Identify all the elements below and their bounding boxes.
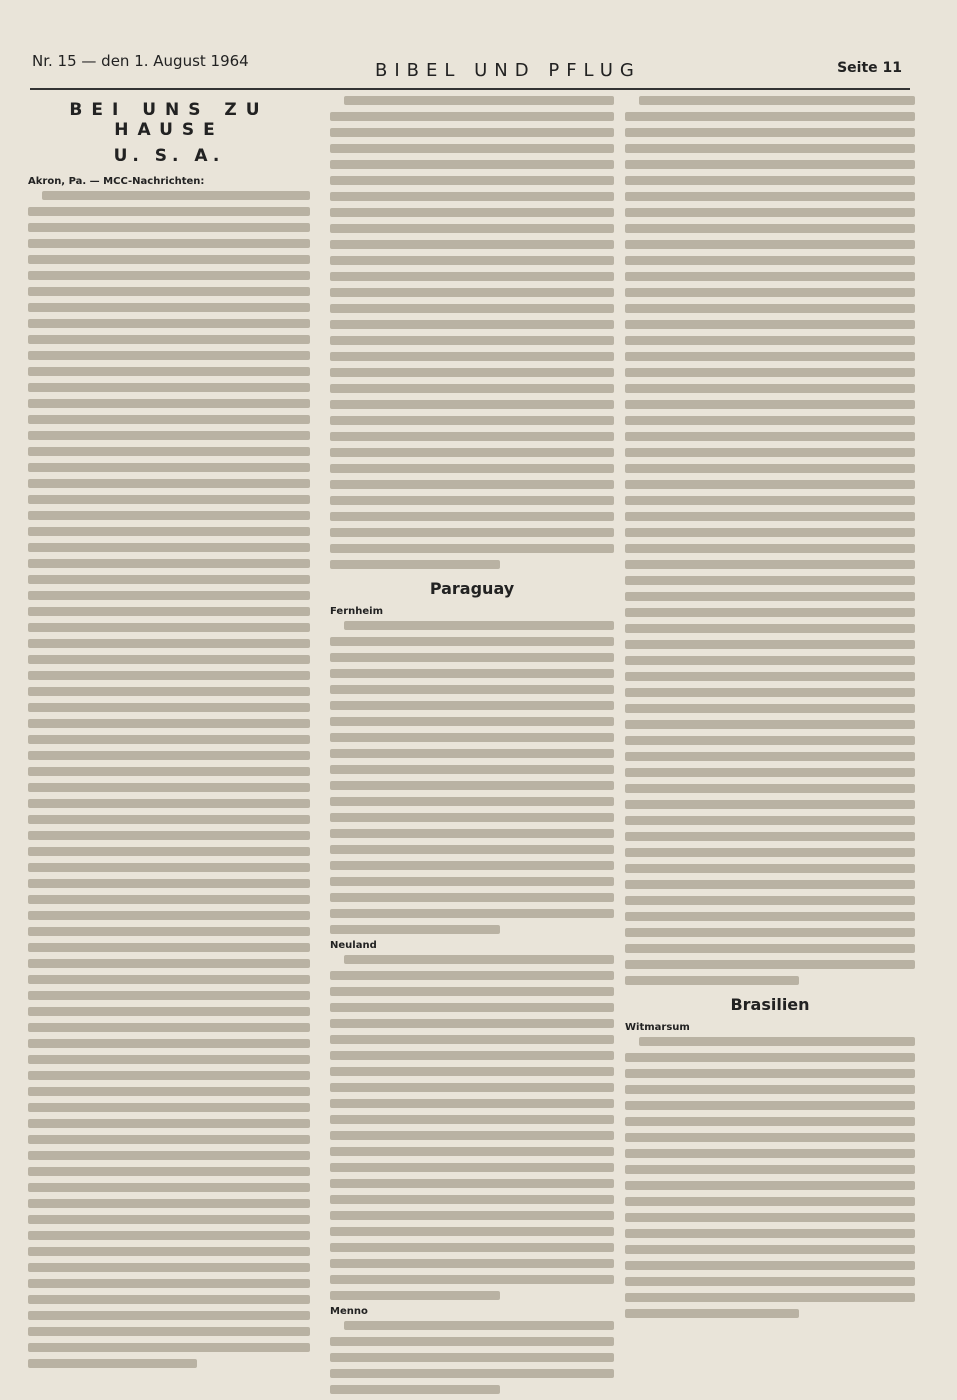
text-line-placeholder	[28, 991, 310, 1000]
text-line-placeholder	[28, 1119, 310, 1128]
text-line-placeholder	[28, 703, 310, 712]
text-line-placeholder	[625, 1181, 915, 1190]
text-line-placeholder	[625, 112, 915, 121]
text-line-placeholder	[625, 960, 915, 969]
text-line-placeholder	[330, 192, 614, 201]
text-line-placeholder	[28, 1055, 310, 1064]
text-line-placeholder	[28, 687, 310, 696]
text-line-placeholder	[330, 1099, 614, 1108]
text-line-placeholder	[330, 560, 500, 569]
text-line-placeholder	[28, 1151, 310, 1160]
column-1	[28, 96, 310, 1368]
text-line-placeholder	[625, 624, 915, 633]
text-line-placeholder	[625, 1293, 915, 1302]
text-line-placeholder	[330, 1227, 614, 1236]
column-2	[330, 96, 614, 1394]
text-line-placeholder	[330, 224, 614, 233]
text-line-placeholder	[344, 1321, 614, 1330]
text-line-placeholder	[330, 1163, 614, 1172]
text-line-placeholder	[625, 1245, 915, 1254]
text-line-placeholder	[28, 495, 310, 504]
text-line-placeholder	[28, 591, 310, 600]
text-line-placeholder	[639, 1037, 915, 1046]
text-line-placeholder	[28, 1343, 310, 1352]
text-line-placeholder	[28, 1071, 310, 1080]
text-line-placeholder	[330, 1035, 614, 1044]
text-line-placeholder	[330, 336, 614, 345]
text-line-placeholder	[625, 768, 915, 777]
text-line-placeholder	[625, 832, 915, 841]
text-line-placeholder	[28, 303, 310, 312]
text-line-placeholder	[625, 416, 915, 425]
text-line-placeholder	[28, 719, 310, 728]
text-line-placeholder	[625, 1309, 799, 1318]
text-line-placeholder	[330, 669, 614, 678]
text-line-placeholder	[28, 1247, 310, 1256]
text-line-placeholder	[28, 335, 310, 344]
text-line-placeholder	[625, 672, 915, 681]
text-line-placeholder	[330, 176, 614, 185]
text-line-placeholder	[330, 685, 614, 694]
dateline-menno: Menno	[330, 1306, 368, 1317]
text-line-placeholder	[28, 1103, 310, 1112]
text-line-placeholder	[330, 400, 614, 409]
text-line-placeholder	[330, 653, 614, 662]
article-body-continued	[330, 96, 614, 569]
text-line-placeholder	[330, 1083, 614, 1092]
text-line-placeholder	[330, 128, 614, 137]
text-line-placeholder	[28, 623, 310, 632]
text-line-placeholder	[28, 463, 310, 472]
text-line-placeholder	[28, 863, 310, 872]
text-line-placeholder	[639, 96, 915, 105]
text-line-placeholder	[625, 592, 915, 601]
text-line-placeholder	[28, 671, 310, 680]
text-line-placeholder	[625, 192, 915, 201]
text-line-placeholder	[625, 272, 915, 281]
text-line-placeholder	[330, 528, 614, 537]
text-line-placeholder	[28, 1359, 197, 1368]
text-line-placeholder	[28, 607, 310, 616]
text-line-placeholder	[625, 928, 915, 937]
text-line-placeholder	[625, 1117, 915, 1126]
text-line-placeholder	[625, 912, 915, 921]
text-line-placeholder	[625, 1261, 915, 1270]
section-heading-brasilien: Brasilien	[730, 995, 810, 1014]
section-heading-paraguay: Paraguay	[429, 579, 515, 598]
text-line-placeholder	[344, 96, 614, 105]
text-line-placeholder	[330, 1259, 614, 1268]
text-line-placeholder	[28, 367, 310, 376]
text-line-placeholder	[625, 304, 915, 313]
newspaper-title: BIBEL UND PFLUG	[375, 60, 641, 81]
text-line-placeholder	[330, 368, 614, 377]
text-line-placeholder	[330, 1067, 614, 1076]
text-line-placeholder	[625, 1165, 915, 1174]
text-line-placeholder	[625, 160, 915, 169]
text-line-placeholder	[330, 1385, 500, 1394]
article-body-continued-2	[625, 96, 915, 985]
text-line-placeholder	[28, 799, 310, 808]
text-line-placeholder	[28, 1327, 310, 1336]
text-line-placeholder	[330, 717, 614, 726]
text-line-placeholder	[625, 1197, 915, 1206]
text-line-placeholder	[330, 464, 614, 473]
article-body-neuland	[330, 955, 614, 1300]
text-line-placeholder	[625, 560, 915, 569]
text-line-placeholder	[330, 112, 614, 121]
text-line-placeholder	[28, 1087, 310, 1096]
text-line-placeholder	[625, 224, 915, 233]
text-line-placeholder	[28, 1039, 310, 1048]
text-line-placeholder	[330, 544, 614, 553]
text-line-placeholder	[625, 208, 915, 217]
text-line-placeholder	[28, 527, 310, 536]
text-line-placeholder	[28, 1231, 310, 1240]
text-line-placeholder	[625, 816, 915, 825]
text-line-placeholder	[330, 1337, 614, 1346]
text-line-placeholder	[330, 1291, 500, 1300]
text-line-placeholder	[625, 448, 915, 457]
text-line-placeholder	[28, 1263, 310, 1272]
text-line-placeholder	[330, 987, 614, 996]
text-line-placeholder	[28, 1215, 310, 1224]
text-line-placeholder	[330, 256, 614, 265]
text-line-placeholder	[625, 1229, 915, 1238]
text-line-placeholder	[625, 848, 915, 857]
text-line-placeholder	[330, 384, 614, 393]
text-line-placeholder	[28, 255, 310, 264]
text-line-placeholder	[330, 1211, 614, 1220]
text-line-placeholder	[330, 432, 614, 441]
text-line-placeholder	[28, 975, 310, 984]
text-line-placeholder	[330, 1179, 614, 1188]
text-line-placeholder	[28, 1007, 310, 1016]
text-line-placeholder	[625, 784, 915, 793]
text-line-placeholder	[330, 416, 614, 425]
text-line-placeholder	[330, 1275, 614, 1284]
page-number: Seite 11	[837, 60, 902, 76]
text-line-placeholder	[330, 701, 614, 710]
text-line-placeholder	[330, 240, 614, 249]
text-line-placeholder	[625, 336, 915, 345]
article-body-witmarsum	[625, 1037, 915, 1318]
masthead	[30, 48, 910, 90]
text-line-placeholder	[330, 1243, 614, 1252]
text-line-placeholder	[330, 272, 614, 281]
text-line-placeholder	[625, 1277, 915, 1286]
text-line-placeholder	[625, 512, 915, 521]
text-line-placeholder	[28, 831, 310, 840]
text-line-placeholder	[28, 287, 310, 296]
text-line-placeholder	[625, 1101, 915, 1110]
text-line-placeholder	[625, 864, 915, 873]
section-heading-home: BEI UNS ZU HAUSE	[69, 100, 269, 140]
text-line-placeholder	[625, 944, 915, 953]
dateline-akron: Akron, Pa. — MCC-Nachrichten:	[28, 176, 205, 187]
text-line-placeholder	[625, 432, 915, 441]
text-line-placeholder	[330, 352, 614, 361]
article-body-usa	[28, 191, 310, 1368]
text-line-placeholder	[330, 208, 614, 217]
text-line-placeholder	[330, 1003, 614, 1012]
text-line-placeholder	[28, 943, 310, 952]
column-3	[625, 96, 915, 1318]
text-line-placeholder	[330, 845, 614, 854]
text-line-placeholder	[625, 896, 915, 905]
text-line-placeholder	[330, 1131, 614, 1140]
text-line-placeholder	[28, 639, 310, 648]
text-line-placeholder	[625, 384, 915, 393]
text-line-placeholder	[28, 1135, 310, 1144]
text-line-placeholder	[330, 781, 614, 790]
text-line-placeholder	[28, 735, 310, 744]
text-line-placeholder	[330, 829, 614, 838]
text-line-placeholder	[28, 1199, 310, 1208]
text-line-placeholder	[330, 733, 614, 742]
text-line-placeholder	[625, 240, 915, 249]
text-line-placeholder	[625, 1133, 915, 1142]
text-line-placeholder	[330, 288, 614, 297]
text-line-placeholder	[28, 847, 310, 856]
text-line-placeholder	[28, 447, 310, 456]
text-line-placeholder	[625, 704, 915, 713]
text-line-placeholder	[330, 304, 614, 313]
text-line-placeholder	[330, 448, 614, 457]
text-line-placeholder	[330, 160, 614, 169]
text-line-placeholder	[625, 688, 915, 697]
text-line-placeholder	[28, 959, 310, 968]
text-line-placeholder	[28, 383, 310, 392]
text-line-placeholder	[28, 1295, 310, 1304]
text-line-placeholder	[330, 925, 500, 934]
text-line-placeholder	[625, 1085, 915, 1094]
text-line-placeholder	[28, 927, 310, 936]
text-line-placeholder	[330, 496, 614, 505]
text-line-placeholder	[625, 1213, 915, 1222]
text-line-placeholder	[28, 415, 310, 424]
text-line-placeholder	[28, 271, 310, 280]
text-line-placeholder	[28, 319, 310, 328]
text-line-placeholder	[28, 751, 310, 760]
text-line-placeholder	[344, 621, 614, 630]
text-line-placeholder	[28, 351, 310, 360]
text-line-placeholder	[625, 400, 915, 409]
text-line-placeholder	[330, 1019, 614, 1028]
text-line-placeholder	[330, 1195, 614, 1204]
text-line-placeholder	[625, 464, 915, 473]
text-line-placeholder	[330, 512, 614, 521]
text-line-placeholder	[625, 720, 915, 729]
text-line-placeholder	[28, 783, 310, 792]
article-body-fernheim	[330, 621, 614, 934]
text-line-placeholder	[625, 576, 915, 585]
text-line-placeholder	[28, 559, 310, 568]
text-line-placeholder	[28, 399, 310, 408]
text-line-placeholder	[28, 1183, 310, 1192]
text-line-placeholder	[625, 352, 915, 361]
text-line-placeholder	[28, 1023, 310, 1032]
article-body-menno	[330, 1321, 614, 1394]
text-line-placeholder	[28, 879, 310, 888]
text-line-placeholder	[625, 368, 915, 377]
text-line-placeholder	[330, 765, 614, 774]
issue-date: Nr. 15 — den 1. August 1964	[32, 52, 249, 70]
text-line-placeholder	[28, 1311, 310, 1320]
text-line-placeholder	[330, 637, 614, 646]
dateline-witmarsum: Witmarsum	[625, 1022, 690, 1033]
section-heading-usa: U. S. A.	[113, 146, 225, 166]
text-line-placeholder	[28, 575, 310, 584]
text-line-placeholder	[625, 640, 915, 649]
text-line-placeholder	[330, 480, 614, 489]
text-line-placeholder	[330, 1115, 614, 1124]
text-line-placeholder	[625, 656, 915, 665]
text-line-placeholder	[330, 1051, 614, 1060]
text-line-placeholder	[28, 1279, 310, 1288]
text-line-placeholder	[330, 1147, 614, 1156]
text-line-placeholder	[330, 971, 614, 980]
text-line-placeholder	[625, 1069, 915, 1078]
text-line-placeholder	[625, 608, 915, 617]
text-line-placeholder	[28, 207, 310, 216]
text-line-placeholder	[625, 544, 915, 553]
text-line-placeholder	[330, 909, 614, 918]
text-line-placeholder	[330, 877, 614, 886]
text-line-placeholder	[330, 797, 614, 806]
text-line-placeholder	[28, 431, 310, 440]
text-line-placeholder	[330, 749, 614, 758]
text-line-placeholder	[625, 288, 915, 297]
text-line-placeholder	[28, 239, 310, 248]
text-line-placeholder	[344, 955, 614, 964]
text-line-placeholder	[330, 144, 614, 153]
text-line-placeholder	[330, 1353, 614, 1362]
text-line-placeholder	[625, 1149, 915, 1158]
text-line-placeholder	[28, 543, 310, 552]
text-line-placeholder	[28, 511, 310, 520]
text-line-placeholder	[625, 752, 915, 761]
text-line-placeholder	[625, 880, 915, 889]
text-line-placeholder	[625, 736, 915, 745]
text-line-placeholder	[28, 767, 310, 776]
text-line-placeholder	[625, 256, 915, 265]
text-line-placeholder	[625, 128, 915, 137]
dateline-fernheim: Fernheim	[330, 606, 384, 617]
text-line-placeholder	[28, 479, 310, 488]
text-line-placeholder	[28, 223, 310, 232]
text-line-placeholder	[330, 861, 614, 870]
text-line-placeholder	[330, 1369, 614, 1378]
text-line-placeholder	[625, 1053, 915, 1062]
text-line-placeholder	[330, 320, 614, 329]
text-line-placeholder	[625, 496, 915, 505]
text-line-placeholder	[625, 480, 915, 489]
text-line-placeholder	[625, 528, 915, 537]
text-line-placeholder	[625, 144, 915, 153]
text-line-placeholder	[28, 1167, 310, 1176]
text-line-placeholder	[625, 800, 915, 809]
text-line-placeholder	[28, 815, 310, 824]
text-line-placeholder	[330, 893, 614, 902]
text-line-placeholder	[28, 895, 310, 904]
text-line-placeholder	[42, 191, 310, 200]
text-line-placeholder	[330, 813, 614, 822]
text-line-placeholder	[28, 911, 310, 920]
text-line-placeholder	[625, 176, 915, 185]
text-line-placeholder	[28, 655, 310, 664]
text-line-placeholder	[625, 976, 799, 985]
dateline-neuland: Neuland	[330, 940, 377, 951]
text-line-placeholder	[625, 320, 915, 329]
